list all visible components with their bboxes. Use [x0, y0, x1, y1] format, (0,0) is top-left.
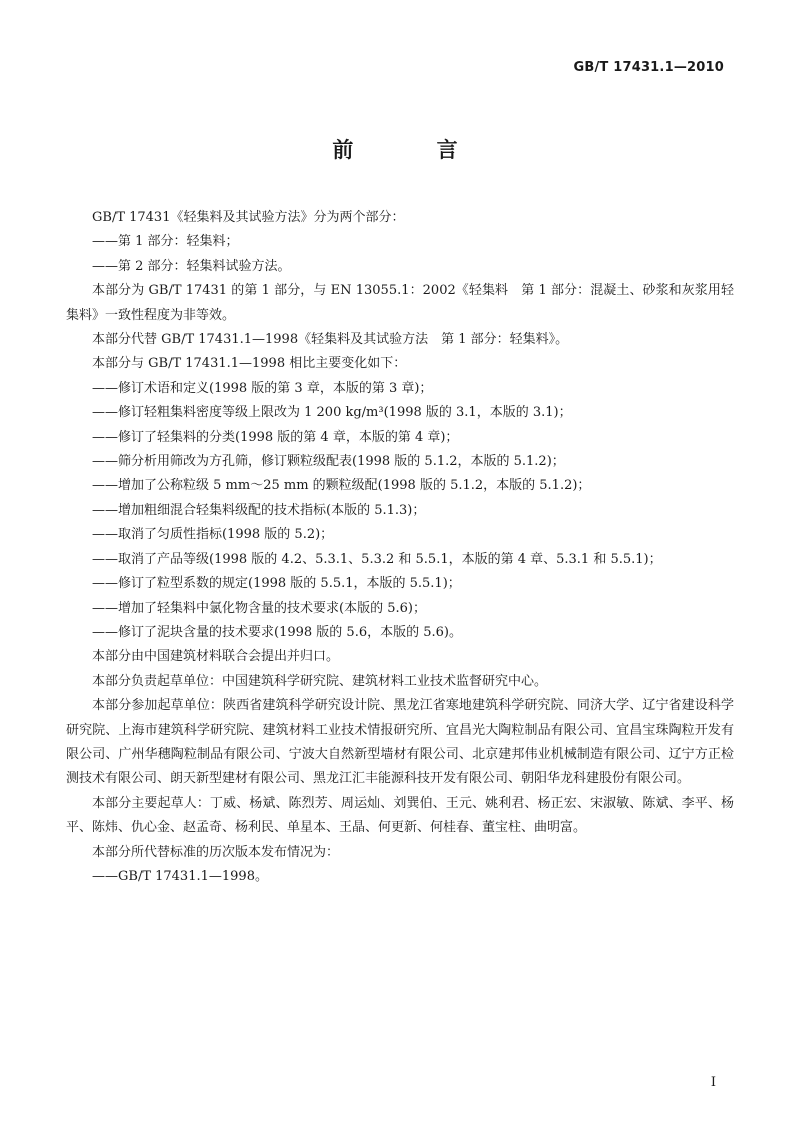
- list-item: ——第 2 部分：轻集料试验方法。: [92, 258, 291, 274]
- paragraph: 本部分负责起草单位：中国建筑科学研究院、建筑材料工业技术监督研究中心。: [92, 673, 548, 689]
- paragraph: 本部分代替 GB/T 17431.1—1998《轻集料及其试验方法 第 1 部分：轻集料》。: [92, 332, 569, 348]
- list-item: ——修订术语和定义(1998 版的第 3 章，本版的第 3 章)；: [92, 380, 433, 396]
- paragraph: 本部分参加起草单位：陕西省建筑科学研究设计院、黑龙江省寒地建筑科学研究院、同济大学、辽宁省建设科学研究院、上海市建筑科学研究院、建筑材料工业技术情报研究所、宜昌光大陶粒制品有限公司、宜昌宝珠陶粒开发有限公司、广州华穗陶粒制品有限公司、宁波大自然新型墙材有限公司、北京建邦伟业机械制造有限公司、辽宁方正检测技术有限公司、朗天新型建材有限公司、黑龙江汇丰能源科技开发有限公司、朝阳华龙科建股份有限公司。: [66, 698, 734, 787]
- paragraph: 本部分主要起草人：丁威、杨斌、陈烈芳、周运灿、刘巽伯、王元、姚利君、杨正宏、宋淑敏、陈斌、李平、杨平、陈炜、仇心金、赵孟奇、杨利民、单星本、王晶、何更新、何桂春、董宝柱、曲明富。: [66, 795, 734, 836]
- list-item: ——修订了泥块含量的技术要求(1998 版的 5.6，本版的 5.6)。: [92, 624, 462, 640]
- list-item: ——修订轻粗集料密度等级上限改为 1 200 kg/m³(1998 版的 3.1，本版的 3.1)；: [92, 405, 572, 421]
- standard-code-header: GB/T 17431.1—2010: [573, 60, 724, 75]
- page-title: 前 言: [332, 138, 496, 162]
- paragraph: 本部分由中国建筑材料联合会提出并归口。: [92, 649, 340, 665]
- list-item: ——增加了公称粒级 5 mm～25 mm 的颗粒级配(1998 版的 5.1.2，本版的 5.1.2)；: [92, 478, 591, 494]
- paragraph: 本部分与 GB/T 17431.1—1998 相比主要变化如下：: [92, 356, 407, 372]
- list-item: ——增加粗细混合轻集料级配的技术指标(本版的 5.1.3)；: [92, 502, 426, 518]
- list-item: ——增加了轻集料中氯化物含量的技术要求(本版的 5.6)；: [92, 600, 426, 616]
- foreword-body: [66, 206, 734, 889]
- paragraph: 本部分为 GB/T 17431 的第 1 部分，与 EN 13055.1：2002《轻集料 第 1 部分：混凝土、砂浆和灰浆用轻集料》一致性程度为非等效。: [66, 283, 734, 323]
- list-item: ——筛分析用筛改为方孔筛，修订颗粒级配表(1998 版的 5.1.2，本版的 5.1.2)；: [92, 454, 565, 470]
- list-item: ——第 1 部分：轻集料；: [92, 234, 239, 250]
- list-item: ——取消了产品等级(1998 版的 4.2、5.3.1、5.3.2 和 5.5.1，本版的第 4 章、5.3.1 和 5.5.1)；: [92, 551, 662, 567]
- list-item: ——修订了粒型系数的规定(1998 版的 5.5.1，本版的 5.5.1)；: [92, 576, 461, 592]
- page-number: I: [710, 1075, 716, 1090]
- list-item: ——取消了匀质性指标(1998 版的 5.2)；: [92, 527, 334, 543]
- paragraph: 本部分所代替标准的历次版本发布情况为：: [92, 844, 340, 860]
- list-item: ——GB/T 17431.1—1998。: [92, 868, 268, 884]
- paragraph: GB/T 17431《轻集料及其试验方法》分为两个部分：: [92, 210, 405, 225]
- list-item: ——修订了轻集料的分类(1998 版的第 4 章，本版的第 4 章)；: [92, 429, 459, 445]
